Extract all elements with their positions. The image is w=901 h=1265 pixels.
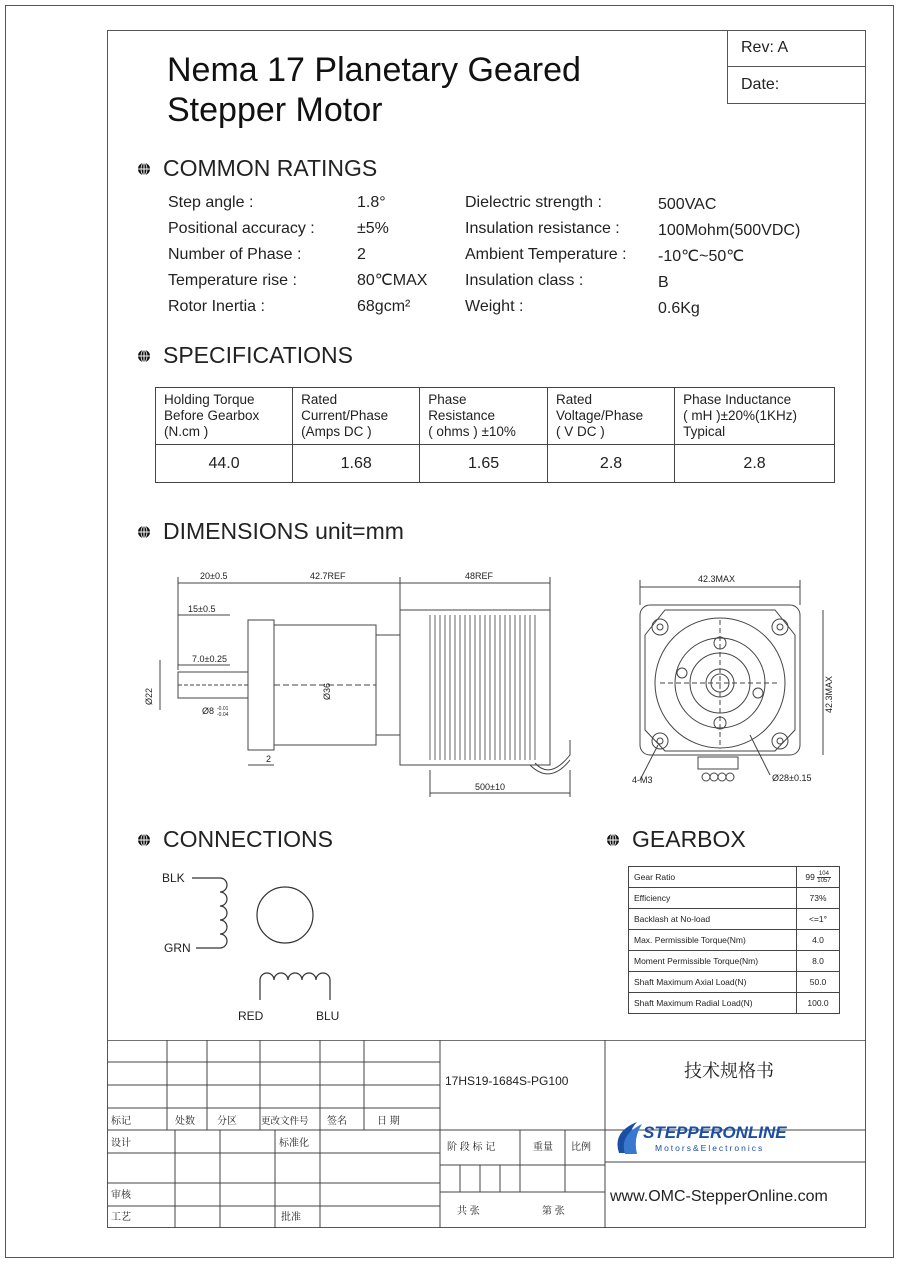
table-row [156,445,835,483]
motor-front-view-drawing [610,565,835,795]
title-line-2: Stepper Motor [167,91,383,129]
specifications-table [155,387,835,483]
table-header-cell: Phase Resistance ( ohms ) ±10% [420,388,548,445]
table-cell: 4.0 [797,930,840,951]
wire-grn-label: GRN [164,941,191,955]
table-cell: 73% [797,888,840,909]
table-row [156,388,835,445]
table-cell: 1.68 [293,445,420,483]
common-ratings-heading: COMMON RATINGS [163,155,378,181]
table-row [629,909,840,930]
rating-value: ±5% [357,220,389,237]
dim-36: Ø36 [322,682,332,700]
table-cell: Efficiency [629,888,797,909]
tb-label-design: 设计 [111,1138,131,1149]
rating-label: Weight : [465,298,524,315]
table-cell: 8.0 [797,951,840,972]
rating-label: Insulation class : [465,272,584,289]
rating-value: 68gcm² [357,298,411,315]
tb-label-standard: 标准化 [279,1138,309,1149]
rating-value: 1.8° [357,194,386,211]
tb-label-total: 共 张 [457,1206,480,1217]
table-cell: 2.8 [675,445,835,483]
dim-22: Ø22 [144,687,154,705]
section-common-ratings [137,155,377,182]
model-number: 17HS19-1684S-PG100 [445,1074,569,1088]
stepperonline-logo [617,1122,787,1154]
specifications-heading: SPECIFICATIONS [163,342,353,368]
wire-blk-label: BLK [162,871,185,885]
rating-label: Number of Phase : [168,246,302,263]
tb-label-date: 日 期 [377,1116,400,1127]
doc-title: 技术规格书 [684,1061,774,1081]
rating-label: Positional accuracy : [168,220,315,237]
rating-value: B [658,274,669,291]
tb-label-sheet: 第 张 [542,1206,565,1217]
table-cell: Gear Ratio [629,867,797,888]
section-connections [137,826,333,853]
title-line-1: Nema 17 Planetary Geared [167,51,581,89]
logo-text: STEPPERONLINE [643,1123,787,1142]
table-cell: Shaft Maximum Radial Load(N) [629,993,797,1014]
table-row [629,951,840,972]
dim-42-3-max-top: 42.3MAX [698,574,736,584]
globe-bullet-icon [137,162,151,176]
rating-label: Ambient Temperature : [465,246,627,263]
wire-blu-label: BLU [316,1009,340,1023]
table-header-cell: Rated Voltage/Phase ( V DC ) [548,388,675,445]
tb-label-approve: 批准 [281,1212,301,1223]
ratings-right-labels [465,193,627,323]
table-cell: 99 $\frac{104}{1057}$ [797,867,840,888]
table-cell: Shaft Maximum Axial Load(N) [629,972,797,993]
globe-bullet-icon [606,833,620,847]
rating-value: -10℃~50℃ [658,248,745,265]
connections-heading: CONNECTIONS [163,826,333,852]
dim-8-tol-top: -0.01 [217,706,229,712]
tb-label-change-doc: 更改文件号 [261,1116,309,1127]
tb-label-process: 工艺 [111,1212,131,1223]
rating-value: 100Mohm(500VDC) [658,222,801,239]
dim-4-m3: 4-M3 [632,775,653,785]
table-row [629,972,840,993]
table-cell: Backlash at No-load [629,909,797,930]
gearbox-table [628,866,840,1014]
table-cell: <=1° [797,909,840,930]
logo-subtext: Motors&Electronics [655,1143,765,1153]
dim-20: 20±0.5 [200,571,228,581]
rating-label: Dielectric strength : [465,194,602,211]
gearbox-heading: GEARBOX [632,826,746,852]
title-block [107,1040,866,1228]
table-cell: 1.65 [420,445,548,483]
wire-red-label: RED [238,1009,264,1023]
rating-value: 80℃MAX [357,272,428,289]
tb-label-stage: 阶 段 标 记 [447,1142,496,1153]
rev-label: Rev: A [728,30,866,67]
website-url: www.OMC-StepperOnline.com [610,1188,828,1205]
table-cell: 2.8 [548,445,675,483]
section-specifications [137,342,353,369]
dim-2: 2 [266,754,272,764]
tb-label-count: 处数 [175,1116,195,1127]
globe-bullet-icon [137,525,151,539]
page-title [167,50,581,130]
table-header-cell: Holding Torque Before Gearbox (N.cm ) [156,388,293,445]
wiring-diagram [150,860,380,1030]
rating-label: Insulation resistance : [465,220,620,237]
dim-500: 500±10 [475,782,505,792]
tb-label-sign: 签名 [327,1116,347,1127]
dim-15: 15±0.5 [188,604,216,614]
dim-42-3-max-side: 42.3MAX [824,675,834,713]
table-row [629,993,840,1014]
rating-label: Rotor Inertia : [168,298,265,315]
rating-value: 500VAC [658,196,717,213]
tb-label-weight: 重量 [533,1142,553,1153]
revision-box [727,30,866,104]
ratings-left-labels [168,193,315,323]
dim-8-tol-bot: -0.04 [217,712,229,718]
ratings-left-values [357,193,427,323]
table-row [629,867,840,888]
table-header-cell: Rated Current/Phase (Amps DC ) [293,388,420,445]
section-dimensions [137,518,404,545]
globe-bullet-icon [137,349,151,363]
table-cell: Moment Permissible Torque(Nm) [629,951,797,972]
tb-label-ratio: 比例 [571,1142,591,1153]
section-gearbox [606,826,746,853]
globe-bullet-icon [137,833,151,847]
table-cell: Max. Permissible Torque(Nm) [629,930,797,951]
rating-value: 0.6Kg [658,300,700,317]
table-cell: 100.0 [797,993,840,1014]
rating-label: Temperature rise : [168,272,297,289]
table-row [629,888,840,909]
dimensions-heading: DIMENSIONS unit=mm [163,518,404,544]
table-cell: 50.0 [797,972,840,993]
tb-label-mark: 标记 [111,1116,131,1127]
table-row [629,930,840,951]
dim-42-7-ref: 42.7REF [310,571,346,581]
rating-value: 2 [357,246,366,263]
table-header-cell: Phase Inductance ( mH )±20%(1KHz) Typical [675,388,835,445]
date-label: Date: [741,76,780,93]
dim-8: Ø8 [202,706,215,716]
dim-28: Ø28±0.15 [772,773,812,783]
ratings-right-values [658,195,800,325]
dim-48-ref: 48REF [465,571,494,581]
tb-label-review: 审核 [111,1190,131,1201]
rating-label: Step angle : [168,194,254,211]
tb-label-zone: 分区 [217,1116,237,1127]
dim-7: 7.0±0.25 [192,654,227,664]
table-cell: 44.0 [156,445,293,483]
motor-side-view-drawing [130,565,580,810]
